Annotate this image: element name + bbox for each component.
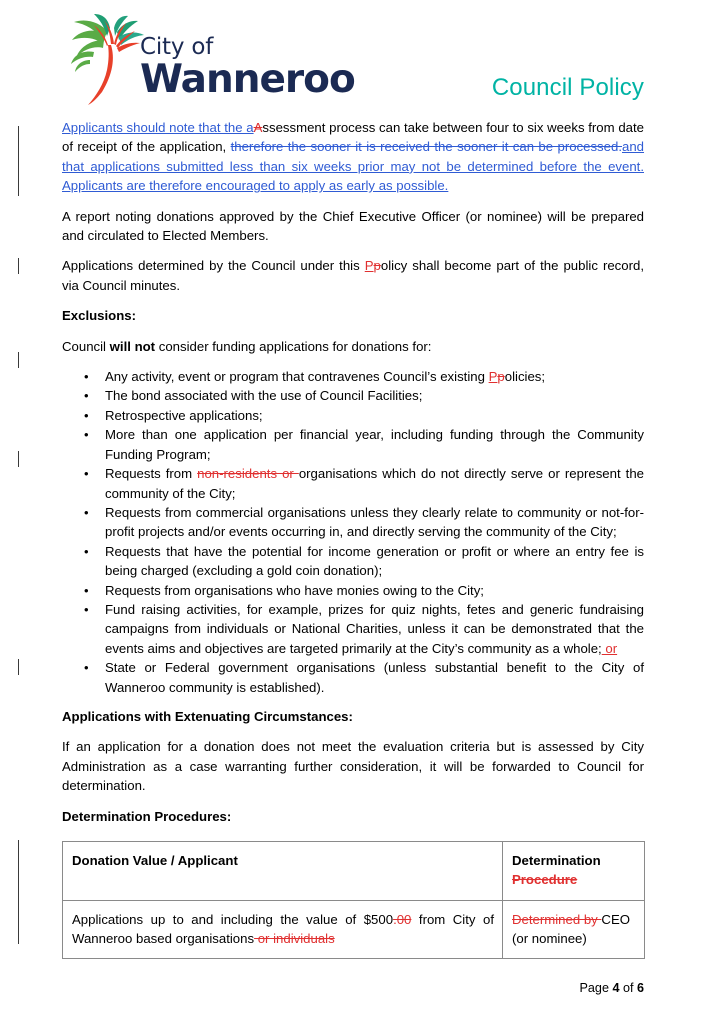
plain-text: Requests from: [105, 466, 198, 482]
insertion-text: P: [488, 369, 498, 385]
list-item: [62, 542, 644, 581]
plain-text: Applications determined by the Council under this: [62, 258, 365, 274]
deletion-text: .00: [393, 912, 412, 927]
deletion-text: p: [497, 369, 505, 385]
list-item: [62, 464, 644, 503]
deletion-text: Determined by: [512, 912, 602, 927]
logo-wanneroo-text: Wanneroo: [140, 57, 355, 102]
exclusions-list: [62, 367, 644, 707]
list-item: [62, 406, 644, 425]
document-body: [0, 118, 706, 959]
paragraph-report: A report noting donations approved by the Chief Executive Officer (or nominee) will be prepared and circulated to Elected Members.: [62, 208, 644, 244]
plain-text: olicies;: [504, 369, 546, 385]
plain-text: State or Federal government organisations (unless substantial benefit to the City of Wanneroo community is established).: [105, 660, 644, 695]
logo-wordmark: [140, 34, 355, 102]
insertion-text: Applicants should note that the a: [62, 120, 254, 135]
footer-middle: of: [619, 981, 637, 995]
wanneroo-grasstree-logo-icon: [64, 14, 150, 106]
plain-text: CEO (or nominee): [512, 912, 630, 947]
plain-text: Determination: [512, 853, 601, 868]
plain-text: The bond associated with the use of Council Facilities;: [105, 388, 423, 404]
plain-text: Requests from organisations who have monies owing to the City;: [105, 582, 484, 598]
insertion-text: and that applications submitted less than six weeks prior may not be determined before the event. Applicants are therefore encouraged to apply as early as possible.: [62, 139, 645, 194]
plain-text: Any activity, event or program that contravenes Council’s existing: [105, 369, 489, 385]
city-of-wanneroo-logo: [64, 14, 364, 110]
plain-text: consider funding applications for donations for:: [155, 338, 432, 354]
plain-text: ssessment process can take between four to six weeks from date of receipt of the application,: [62, 120, 644, 155]
heading-exclusions: Exclusions:: [62, 308, 137, 324]
deletion-text: or individuals: [254, 931, 335, 947]
list-item: [62, 425, 644, 464]
deletion-text: p: [373, 258, 381, 274]
logo-city-text: City of: [140, 34, 214, 60]
list-item: [62, 600, 644, 658]
plain-text: organisations which do not directly serve or represent the community of the City;: [105, 466, 644, 501]
plain-text: More than one application per financial year, including funding through the Community Funding Program;: [105, 427, 644, 462]
deletion-text: non-residents or: [197, 466, 299, 482]
footer-total-pages: 6: [636, 981, 644, 995]
deletion-text: A: [253, 120, 263, 135]
plain-text: Applications up to and including the value of $500: [72, 912, 394, 927]
heading-determination-procedures: Determination Procedures:: [62, 808, 232, 824]
page-footer: [580, 981, 644, 995]
plain-text: Requests from commercial organisations unless they clearly relate to community or not-for-profit projects and/or events occurring in, and directly serving the community of the City;: [105, 504, 644, 540]
list-item: [62, 386, 644, 405]
plain-text: olicy shall become part of the public record, via Council minutes.: [62, 258, 644, 293]
table-header-cell-donation-value: [63, 842, 503, 901]
plain-text: Fund raising activities, for example, prizes for quiz nights, fetes and generic fundraising campaigns from individuals or National Charities, unless it can be demonstrated that the events aims and objectives are targeted primarily at the City’s community as a whole;: [105, 601, 644, 656]
table-header-row: [63, 842, 645, 901]
list-item: [62, 367, 644, 386]
paragraph-extenuating-body: If an application for a donation does not meet the evaluation criteria but is assessed by City Administration as a case warranting further consideration, it will be forwarded to Council for determination.: [62, 739, 644, 794]
document-header: [0, 0, 706, 118]
plain-text: Council: [62, 338, 110, 354]
footer-page-number: 4: [612, 981, 620, 995]
list-item: [62, 503, 644, 542]
deletion-text: Procedure: [512, 872, 578, 888]
bold-text: will not: [109, 338, 156, 354]
paragraph-exclusions-intro: [62, 337, 644, 367]
table-row: [63, 901, 645, 959]
plain-text: Requests that have the potential for income generation or profit or where an entry fee is being charged (excluding a gold coin donation);: [105, 543, 644, 579]
list-item: [62, 581, 644, 600]
table-cell-donation-value: [63, 901, 503, 959]
plain-text: from City of Wanneroo based organisations: [72, 912, 495, 947]
deletion-text: therefore the sooner it is received the sooner it can be processed.: [230, 139, 622, 155]
document-type-title: Council Policy: [491, 74, 644, 101]
table-cell-determination: [503, 901, 645, 959]
determination-procedures-table: [62, 841, 645, 959]
paragraph-public-record: [62, 256, 644, 306]
heading-extenuating-circumstances: Applications with Extenuating Circumstances:: [62, 708, 353, 724]
paragraph-assessment: [62, 118, 644, 207]
table-header-cell-determination: [503, 842, 645, 901]
list-item: [62, 658, 644, 697]
insertion-text: or: [601, 640, 618, 656]
footer-prefix: Page: [579, 981, 613, 995]
plain-text: Retrospective applications;: [105, 407, 263, 423]
insertion-text: P: [364, 258, 374, 274]
plain-text: Donation Value / Applicant: [72, 853, 238, 868]
